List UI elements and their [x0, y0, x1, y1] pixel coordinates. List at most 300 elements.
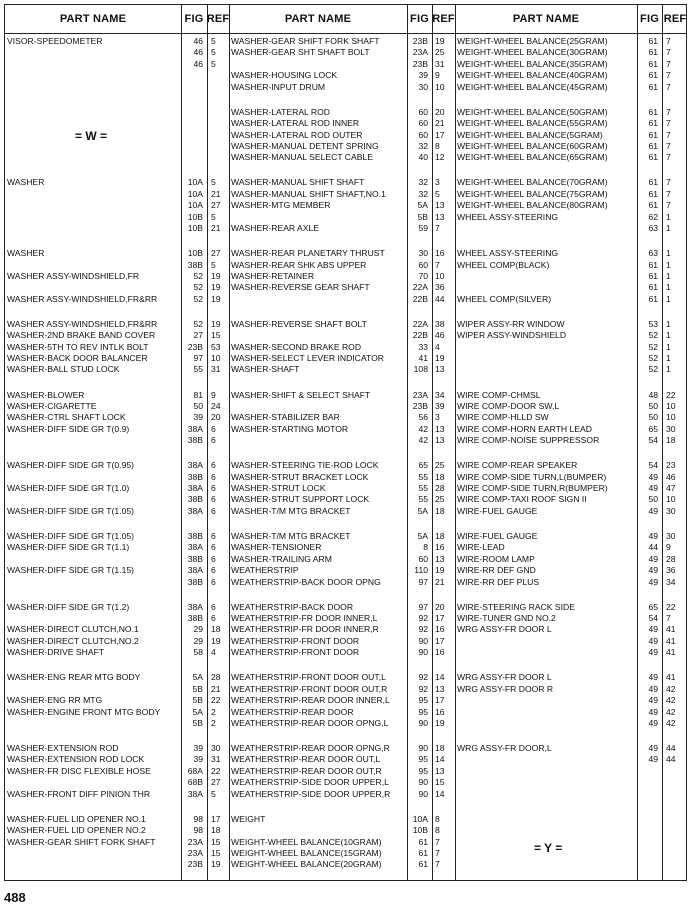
- part-name-cell: WASHER: [7, 248, 45, 259]
- ref-cell: 17: [435, 635, 445, 646]
- ref-cell: 19: [435, 717, 445, 728]
- header-part-name: PART NAME: [284, 13, 352, 25]
- ref-cell: 12: [435, 152, 445, 163]
- fig-cell: 42: [418, 435, 428, 446]
- ref-cell: 7: [666, 81, 671, 92]
- part-name-cell: WASHER-T/M MTG BRACKET: [231, 530, 351, 541]
- ref-cell: 5: [211, 36, 216, 46]
- part-name-cell: WEIGHT-WHEEL BALANCE(30GRAM): [457, 47, 608, 58]
- part-name-cell: WEATHERSTRIP: [231, 565, 299, 576]
- header-fig: FIG: [410, 13, 429, 25]
- ref-cell: 6: [211, 576, 216, 587]
- fig-cell: 5A: [192, 706, 203, 717]
- ref-cell: 13: [435, 765, 445, 776]
- ref-cell: 18: [435, 530, 445, 541]
- fig-cell: 30: [418, 248, 428, 259]
- part-name-cell: WEATHERSTRIP-REAR DOOR OPNG,L: [231, 717, 389, 728]
- ref-cell: 27: [211, 777, 221, 788]
- column-divider: [207, 5, 208, 880]
- fig-cell: 49: [648, 530, 658, 541]
- fig-cell: 61: [648, 293, 658, 304]
- fig-cell: 65: [648, 423, 658, 434]
- part-name-cell: WASHER-DIRECT CLUTCH,NO.2: [7, 635, 139, 646]
- part-name-cell: WIPER ASSY-RR WINDOW: [457, 318, 565, 329]
- fig-cell: 62: [648, 211, 658, 222]
- part-name-cell: WASHER-DIFF SIDE GR T(1.15): [7, 565, 135, 576]
- column-divider: [229, 5, 230, 880]
- fig-cell: 65: [418, 460, 428, 471]
- ref-cell: 1: [666, 211, 671, 222]
- ref-cell: 41: [666, 672, 676, 683]
- ref-cell: 25: [435, 494, 445, 505]
- part-name-cell: WASHER-MANUAL SHIFT SHAFT: [231, 177, 365, 188]
- part-name-cell: WASHER ASSY-WINDSHIELD,FR&RR: [7, 318, 158, 329]
- fig-cell: 61: [648, 106, 658, 117]
- ref-cell: 3: [435, 412, 440, 423]
- part-name-cell: WASHER-REVERSE GEAR SHAFT: [231, 282, 370, 293]
- part-name-cell: WEIGHT-WHEEL BALANCE(5GRAM): [457, 129, 603, 140]
- fig-cell: 10A: [187, 200, 203, 211]
- ref-cell: 17: [435, 695, 445, 706]
- fig-cell: 32: [418, 177, 428, 188]
- ref-cell: 36: [666, 565, 676, 576]
- ref-cell: 20: [435, 601, 445, 612]
- fig-cell: 5A: [417, 530, 428, 541]
- part-name-cell: WEIGHT-WHEEL BALANCE(45GRAM): [457, 81, 608, 92]
- fig-cell: 5B: [192, 695, 203, 706]
- ref-cell: 13: [435, 211, 445, 222]
- fig-cell: 55: [418, 483, 428, 493]
- part-name-cell: WEIGHT-WHEEL BALANCE(75GRAM): [457, 188, 608, 199]
- ref-cell: 18: [211, 624, 221, 635]
- ref-cell: 13: [435, 364, 445, 375]
- ref-cell: 28: [666, 553, 676, 564]
- fig-cell: 90: [418, 717, 428, 728]
- fig-cell: 5B: [192, 717, 203, 728]
- ref-cell: 7: [435, 859, 440, 870]
- part-name-cell: WASHER-SECOND BRAKE ROD: [231, 341, 362, 352]
- fig-cell: 10B: [187, 248, 203, 259]
- fig-cell: 60: [418, 129, 428, 140]
- part-name-cell: WIRE-ROOM LAMP: [457, 553, 535, 564]
- ref-cell: 19: [435, 565, 445, 576]
- ref-cell: 41: [666, 647, 676, 658]
- ref-cell: 18: [211, 825, 221, 836]
- part-name-cell: WASHER-GEAR SHT SHAFT BOLT: [231, 47, 370, 58]
- ref-cell: 30: [666, 505, 676, 516]
- ref-cell: 9: [666, 542, 671, 553]
- fig-cell: 49: [648, 743, 658, 753]
- ref-cell: 7: [666, 140, 671, 151]
- parts-index-table: [4, 4, 687, 881]
- fig-cell: 38A: [187, 423, 203, 434]
- ref-cell: 42: [666, 683, 676, 694]
- ref-cell: 16: [435, 624, 445, 635]
- ref-cell: 15: [211, 836, 221, 847]
- part-name-cell: WASHER-CTRL SHAFT LOCK: [7, 412, 126, 423]
- ref-cell: 6: [211, 435, 216, 446]
- part-name-cell: WASHER-BALL STUD LOCK: [7, 364, 120, 375]
- ref-cell: 10: [666, 412, 676, 423]
- part-name-cell: WASHER-REAR SHK ABS UPPER: [231, 259, 367, 270]
- fig-cell: 49: [648, 471, 658, 482]
- part-name-cell: WASHER-MANUAL DETENT SPRING: [231, 140, 379, 151]
- part-name-cell: WEIGHT-WHEEL BALANCE(40GRAM): [457, 70, 608, 81]
- part-name-cell: WASHER-SELECT LEVER INDICATOR: [231, 353, 384, 363]
- ref-cell: 4: [211, 647, 216, 658]
- part-name-cell: WEIGHT-WHEEL BALANCE(60GRAM): [457, 140, 608, 151]
- ref-cell: 1: [666, 259, 671, 270]
- ref-cell: 6: [211, 530, 216, 541]
- part-name-cell: WIRE-RR DEF PLUS: [457, 576, 540, 587]
- fig-cell: 92: [418, 683, 428, 694]
- ref-cell: 42: [666, 695, 676, 706]
- fig-cell: 23A: [412, 389, 428, 400]
- part-name-cell: WASHER-REVERSE SHAFT BOLT: [231, 318, 367, 329]
- part-name-cell: WASHER-DIFF SIDE GR T(1.2): [7, 601, 130, 612]
- ref-cell: 1: [666, 270, 671, 281]
- ref-cell: 13: [435, 423, 445, 434]
- part-name-cell: WIRE COMP-CHMSL: [457, 389, 541, 400]
- part-name-cell: WEATHERSTRIP-REAR DOOR OUT,R: [231, 765, 382, 776]
- part-name-cell: WASHER-GEAR SHIFT FORK SHAFT: [7, 836, 156, 847]
- fig-cell: 46: [193, 36, 203, 46]
- fig-cell: 38A: [187, 483, 203, 493]
- fig-cell: 27: [193, 330, 203, 341]
- fig-cell: 38A: [187, 601, 203, 612]
- ref-cell: 7: [435, 847, 440, 858]
- ref-cell: 1: [666, 353, 671, 363]
- fig-cell: 61: [648, 36, 658, 46]
- fig-cell: 38A: [187, 542, 203, 553]
- ref-cell: 5: [435, 188, 440, 199]
- fig-cell: 60: [418, 553, 428, 564]
- fig-cell: 32: [418, 140, 428, 151]
- fig-cell: 97: [418, 576, 428, 587]
- fig-cell: 60: [418, 106, 428, 117]
- fig-cell: 50: [648, 494, 658, 505]
- part-name-cell: WASHER-INPUT DRUM: [231, 81, 326, 92]
- part-name-cell: WASHER-GEAR SHIFT FORK SHAFT: [231, 36, 380, 46]
- header-part-name: PART NAME: [59, 13, 127, 25]
- fig-cell: 23A: [187, 847, 203, 858]
- fig-cell: 92: [418, 672, 428, 683]
- part-name-cell: WASHER-T/M MTG BRACKET: [231, 505, 351, 516]
- ref-cell: 5: [211, 58, 216, 69]
- part-name-cell: WIRE COMP-DOOR SW,L: [457, 400, 560, 411]
- part-name-cell: WASHER-BACK DOOR BALANCER: [7, 353, 148, 363]
- fig-cell: 49: [648, 672, 658, 683]
- ref-cell: 7: [666, 129, 671, 140]
- ref-cell: 21: [435, 576, 445, 587]
- ref-cell: 6: [211, 494, 216, 505]
- part-name-cell: WASHER-EXTENSION ROD LOCK: [7, 754, 145, 765]
- fig-cell: 61: [648, 140, 658, 151]
- fig-cell: 95: [418, 706, 428, 717]
- ref-cell: 16: [435, 248, 445, 259]
- ref-cell: 2: [211, 706, 216, 717]
- ref-cell: 31: [435, 58, 445, 69]
- part-name-cell: WHEEL COMP(BLACK): [457, 259, 550, 270]
- column-divider: [637, 5, 638, 880]
- ref-cell: 44: [666, 754, 676, 765]
- fig-cell: 46: [193, 58, 203, 69]
- fig-cell: 61: [648, 118, 658, 129]
- ref-cell: 53: [211, 341, 221, 352]
- fig-cell: 110: [414, 565, 428, 576]
- ref-cell: 10: [211, 353, 221, 363]
- fig-cell: 52: [648, 364, 658, 375]
- part-name-cell: WIRE COMP-HORN EARTH LEAD: [457, 423, 592, 434]
- ref-cell: 19: [211, 270, 221, 281]
- part-name-cell: WASHER-ENG RR MTG: [7, 695, 103, 706]
- fig-cell: 92: [418, 624, 428, 635]
- column-divider: [407, 5, 408, 880]
- part-name-cell: WASHER-CIGARETTE: [7, 400, 97, 411]
- ref-cell: 30: [666, 423, 676, 434]
- ref-cell: 24: [211, 400, 221, 411]
- ref-cell: 22: [666, 601, 676, 612]
- ref-cell: 18: [666, 435, 676, 446]
- fig-cell: 40: [418, 152, 428, 163]
- ref-cell: 1: [666, 341, 671, 352]
- fig-cell: 52: [648, 341, 658, 352]
- ref-cell: 10: [435, 81, 445, 92]
- ref-cell: 1: [666, 318, 671, 329]
- part-name-cell: WEATHERSTRIP-FRONT DOOR OUT,R: [231, 683, 388, 694]
- fig-cell: 38B: [187, 435, 203, 446]
- ref-cell: 21: [435, 118, 445, 129]
- fig-cell: 56: [418, 412, 428, 423]
- fig-cell: 98: [193, 825, 203, 836]
- fig-cell: 90: [418, 788, 428, 799]
- fig-cell: 61: [648, 177, 658, 188]
- ref-cell: 19: [211, 293, 221, 304]
- fig-cell: 61: [648, 282, 658, 293]
- fig-cell: 49: [648, 505, 658, 516]
- part-name-cell: VISOR-SPEEDOMETER: [7, 36, 103, 46]
- fig-cell: 38B: [187, 259, 203, 270]
- fig-cell: 38B: [187, 613, 203, 623]
- ref-cell: 7: [435, 223, 440, 233]
- part-name-cell: WEIGHT: [231, 813, 266, 824]
- fig-cell: 68B: [187, 777, 203, 788]
- fig-cell: 61: [418, 859, 428, 870]
- ref-cell: 41: [666, 624, 676, 635]
- ref-cell: 30: [666, 530, 676, 541]
- fig-cell: 23B: [412, 400, 428, 411]
- part-name-cell: WASHER-FUEL LID OPENER NO.2: [7, 825, 146, 836]
- fig-cell: 49: [648, 565, 658, 576]
- part-name-cell: WASHER-FR DISC FLEXIBLE HOSE: [7, 765, 151, 776]
- ref-cell: 20: [435, 106, 445, 117]
- ref-cell: 7: [666, 118, 671, 129]
- fig-cell: 22A: [412, 318, 428, 329]
- ref-cell: 47: [666, 483, 676, 493]
- part-name-cell: WRG ASSY-FR DOOR L: [457, 624, 552, 635]
- part-name-cell: WASHER-REAR AXLE: [231, 223, 320, 233]
- part-name-cell: WASHER ASSY-WINDSHIELD,FR: [7, 270, 140, 281]
- ref-cell: 13: [435, 683, 445, 694]
- ref-cell: 6: [211, 553, 216, 564]
- ref-cell: 16: [435, 706, 445, 717]
- ref-cell: 34: [666, 576, 676, 587]
- fig-cell: 39: [193, 743, 203, 753]
- fig-cell: 23B: [412, 58, 428, 69]
- fig-cell: 49: [648, 483, 658, 493]
- fig-cell: 58: [193, 647, 203, 658]
- ref-cell: 19: [211, 859, 221, 870]
- fig-cell: 49: [648, 553, 658, 564]
- part-name-cell: WASHER-ENG REAR MTG BODY: [7, 672, 141, 683]
- fig-cell: 49: [648, 717, 658, 728]
- ref-cell: 15: [211, 330, 221, 341]
- fig-cell: 49: [648, 647, 658, 658]
- fig-cell: 38B: [187, 494, 203, 505]
- part-name-cell: WIRE-FUEL GAUGE: [457, 505, 538, 516]
- ref-cell: 10: [435, 270, 445, 281]
- ref-cell: 14: [435, 672, 445, 683]
- fig-cell: 23A: [412, 47, 428, 58]
- ref-cell: 18: [435, 743, 445, 753]
- fig-cell: 23B: [412, 36, 428, 46]
- fig-cell: 10A: [412, 813, 428, 824]
- fig-cell: 49: [648, 706, 658, 717]
- ref-cell: 5: [211, 177, 216, 188]
- part-name-cell: WIPER ASSY-WINDSHIELD: [457, 330, 567, 341]
- part-name-cell: WIRE-TUNER GND NO.2: [457, 613, 556, 623]
- ref-cell: 7: [666, 613, 671, 623]
- ref-cell: 30: [211, 743, 221, 753]
- fig-cell: 90: [418, 777, 428, 788]
- fig-cell: 61: [418, 836, 428, 847]
- part-name-cell: WIRE COMP-REAR SPEAKER: [457, 460, 578, 471]
- ref-cell: 14: [435, 754, 445, 765]
- part-name-cell: WEIGHT-WHEEL BALANCE(65GRAM): [457, 152, 608, 163]
- part-name-cell: WIRE-LEAD: [457, 542, 505, 553]
- part-name-cell: WASHER-TRAILING ARM: [231, 553, 332, 564]
- fig-cell: 68A: [187, 765, 203, 776]
- ref-cell: 7: [666, 58, 671, 69]
- fig-cell: 49: [648, 624, 658, 635]
- column-divider: [432, 5, 433, 880]
- part-name-cell: WASHER-DIFF SIDE GR T(1.0): [7, 483, 130, 493]
- ref-cell: 7: [666, 152, 671, 163]
- fig-cell: 38A: [187, 788, 203, 799]
- ref-cell: 22: [211, 765, 221, 776]
- header-part-name: PART NAME: [512, 13, 580, 25]
- fig-cell: 50: [193, 400, 203, 411]
- part-name-cell: WEATHERSTRIP-REAR DOOR OUT,L: [231, 754, 381, 765]
- part-name-cell: WEIGHT-WHEEL BALANCE(15GRAM): [231, 847, 382, 858]
- ref-cell: 20: [211, 412, 221, 423]
- fig-cell: 38B: [187, 553, 203, 564]
- fig-cell: 54: [648, 460, 658, 471]
- part-name-cell: WASHER-DIFF SIDE GR T(0.95): [7, 460, 135, 471]
- fig-cell: 92: [418, 613, 428, 623]
- ref-cell: 5: [211, 211, 216, 222]
- ref-cell: 27: [211, 248, 221, 259]
- ref-cell: 6: [211, 565, 216, 576]
- fig-cell: 60: [418, 118, 428, 129]
- fig-cell: 22B: [412, 330, 428, 341]
- fig-cell: 81: [193, 389, 203, 400]
- ref-cell: 44: [435, 293, 445, 304]
- fig-cell: 61: [648, 152, 658, 163]
- fig-cell: 52: [648, 353, 658, 363]
- ref-cell: 25: [435, 47, 445, 58]
- fig-cell: 63: [648, 223, 658, 233]
- ref-cell: 19: [211, 635, 221, 646]
- ref-cell: 16: [435, 542, 445, 553]
- ref-cell: 6: [211, 483, 216, 493]
- fig-cell: 39: [193, 754, 203, 765]
- fig-cell: 95: [418, 765, 428, 776]
- page-number: 488: [4, 890, 26, 905]
- fig-cell: 90: [418, 743, 428, 753]
- ref-cell: 36: [435, 282, 445, 293]
- part-name-cell: WIRE COMP-SIDE TURN,R(BUMPER): [457, 483, 608, 493]
- ref-cell: 8: [435, 813, 440, 824]
- header-ref: REF: [432, 13, 455, 25]
- ref-cell: 17: [211, 813, 221, 824]
- ref-cell: 18: [435, 505, 445, 516]
- part-name-cell: WASHER-STRUT BRACKET LOCK: [231, 471, 369, 482]
- fig-cell: 38A: [187, 505, 203, 516]
- fig-cell: 53: [648, 318, 658, 329]
- ref-cell: 22: [666, 389, 676, 400]
- ref-cell: 7: [666, 47, 671, 58]
- part-name-cell: WASHER-BLOWER: [7, 389, 85, 400]
- fig-cell: 42: [418, 423, 428, 434]
- part-name-cell: WASHER-LATERAL ROD INNER: [231, 118, 360, 129]
- part-name-cell: WEATHERSTRIP-FRONT DOOR: [231, 647, 360, 658]
- fig-cell: 95: [418, 754, 428, 765]
- ref-cell: 34: [435, 389, 445, 400]
- ref-cell: 13: [435, 200, 445, 211]
- fig-cell: 46: [193, 47, 203, 58]
- header-fig: FIG: [640, 13, 659, 25]
- ref-cell: 1: [666, 364, 671, 375]
- ref-cell: 38: [435, 318, 445, 329]
- fig-cell: 65: [648, 601, 658, 612]
- ref-cell: 7: [666, 70, 671, 81]
- part-name-cell: WASHER-DIFF SIDE GR T(1.1): [7, 542, 130, 553]
- ref-cell: 31: [211, 754, 221, 765]
- ref-cell: 7: [666, 188, 671, 199]
- header-ref: REF: [663, 13, 687, 25]
- ref-cell: 22: [211, 695, 221, 706]
- ref-cell: 4: [435, 341, 440, 352]
- ref-cell: 42: [666, 706, 676, 717]
- fig-cell: 29: [193, 624, 203, 635]
- fig-cell: 97: [193, 353, 203, 363]
- ref-cell: 28: [211, 672, 221, 683]
- fig-cell: 39: [193, 412, 203, 423]
- part-name-cell: WASHER-TENSIONER: [231, 542, 322, 553]
- fig-cell: 44: [648, 542, 658, 553]
- part-name-cell: WASHER-LATERAL ROD OUTER: [231, 129, 363, 140]
- part-name-cell: WASHER-REAR PLANETARY THRUST: [231, 248, 385, 259]
- ref-cell: 2: [211, 717, 216, 728]
- ref-cell: 1: [666, 330, 671, 341]
- ref-cell: 13: [435, 435, 445, 446]
- ref-cell: 19: [435, 36, 445, 46]
- part-name-cell: WASHER-MANUAL SELECT CABLE: [231, 152, 373, 163]
- ref-cell: 7: [435, 836, 440, 847]
- ref-cell: 42: [666, 717, 676, 728]
- fig-cell: 60: [418, 259, 428, 270]
